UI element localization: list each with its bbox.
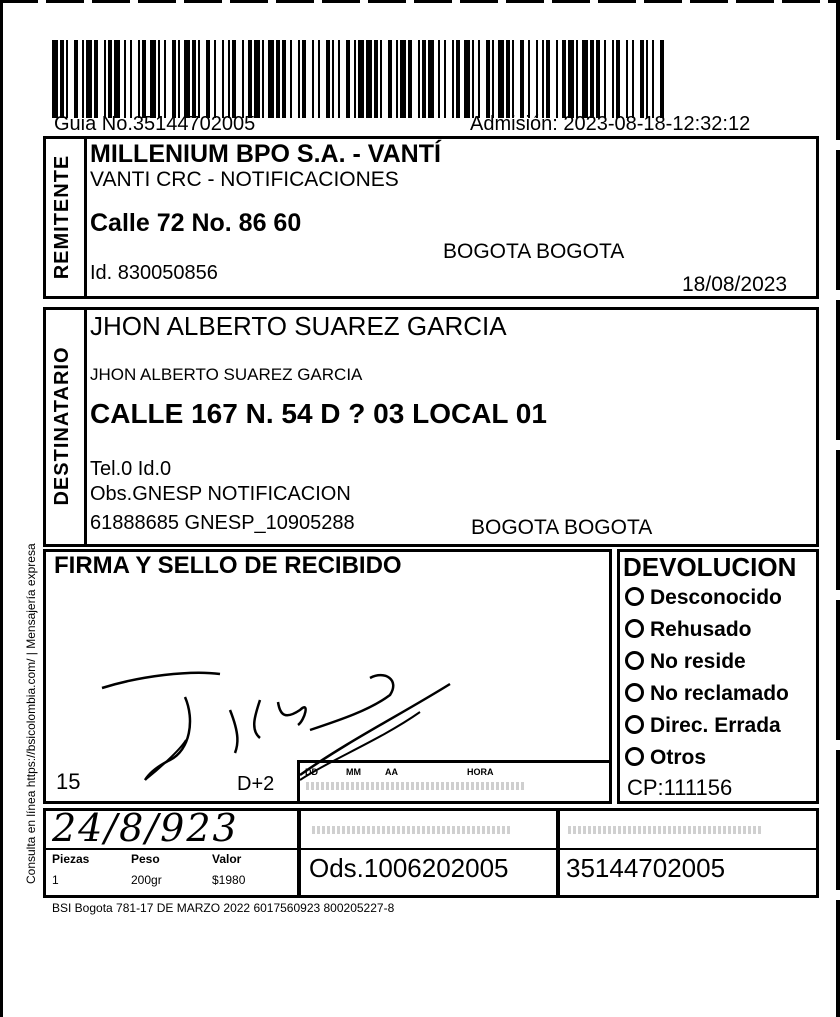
sender-company: MILLENIUM BPO S.A. - VANTÍ bbox=[90, 140, 441, 168]
remitente-label: REMITENTE bbox=[51, 154, 73, 280]
barcode-bar bbox=[138, 40, 140, 118]
radio-icon[interactable] bbox=[625, 651, 644, 670]
barcode-bar bbox=[616, 40, 620, 118]
option-desconocido[interactable]: Desconocido bbox=[625, 586, 782, 610]
barcode-bar bbox=[268, 40, 274, 118]
date-col-hora: HORA bbox=[467, 767, 494, 777]
barcode-bar bbox=[248, 40, 252, 118]
barcode-bar bbox=[568, 40, 574, 118]
piezas-label: Piezas bbox=[52, 852, 90, 866]
option-direc-errada[interactable]: Direc. Errada bbox=[625, 714, 781, 738]
barcode-bar bbox=[228, 40, 230, 118]
radio-icon[interactable] bbox=[625, 683, 644, 702]
firma-number: 15 bbox=[56, 769, 81, 794]
delivery-code: D+2 bbox=[237, 773, 275, 795]
destinatario-label: DESTINATARIO bbox=[51, 346, 73, 506]
sender-department: VANTI CRC - NOTIFICACIONES bbox=[90, 168, 399, 191]
barcode-bar bbox=[380, 40, 382, 118]
barcode-bar bbox=[452, 40, 454, 118]
barcode-bar bbox=[164, 40, 166, 118]
legal-line: BSI Bogota 781-17 DE MARZO 2022 6017560923 800205227-8 bbox=[52, 901, 395, 915]
radio-icon[interactable] bbox=[625, 619, 644, 638]
barcode-bar bbox=[408, 40, 412, 118]
guia-number: Guia No.35144702005 bbox=[54, 113, 256, 135]
barcode-bar bbox=[366, 40, 372, 118]
barcode-bar bbox=[332, 40, 334, 118]
barcode-bar bbox=[396, 40, 398, 118]
recipient-name: JHON ALBERTO SUAREZ GARCIA bbox=[90, 311, 507, 341]
barcode-bar bbox=[312, 40, 314, 118]
guia-number-footer: 35144702005 bbox=[566, 853, 726, 883]
valor-label: Valor bbox=[212, 852, 242, 866]
barcode-bar bbox=[150, 40, 156, 118]
barcode-bar bbox=[358, 40, 364, 118]
barcode-bar bbox=[326, 40, 330, 118]
destinatario-divider bbox=[84, 309, 87, 545]
remitente-divider bbox=[84, 138, 87, 298]
barcode-bar bbox=[472, 40, 474, 118]
barcode-bar bbox=[596, 40, 600, 118]
barcode-bar bbox=[422, 40, 426, 118]
barcode-bar bbox=[556, 40, 558, 118]
barcode-bar bbox=[184, 40, 190, 118]
barcode-bar bbox=[172, 40, 176, 118]
barcode-bar bbox=[158, 40, 160, 118]
barcode-bar bbox=[498, 40, 504, 118]
barcode-bar bbox=[374, 40, 378, 118]
top-edge bbox=[0, 0, 840, 3]
barcode-bar bbox=[486, 40, 490, 118]
barcode-bar bbox=[346, 40, 350, 118]
firma-title: FIRMA Y SELLO DE RECIBIDO bbox=[54, 552, 402, 579]
barcode-bar bbox=[590, 40, 594, 118]
barcode-bar bbox=[262, 40, 264, 118]
barcode-bar bbox=[418, 40, 420, 118]
guia-divider bbox=[559, 848, 817, 850]
postal-code: CP:111156 bbox=[627, 775, 733, 800]
sender-id: Id. 830050856 bbox=[90, 262, 218, 284]
barcode-bar bbox=[582, 40, 588, 118]
barcode-bar bbox=[318, 40, 320, 118]
handwritten-date: 24/8/923 bbox=[52, 806, 239, 850]
radio-icon[interactable] bbox=[625, 715, 644, 734]
date-col-aa: AA bbox=[385, 767, 398, 777]
faint-id-line bbox=[568, 826, 763, 834]
barcode-bar bbox=[354, 40, 356, 118]
barcode-bar bbox=[66, 40, 68, 118]
barcode-bar bbox=[640, 40, 644, 118]
piezas-value: 1 bbox=[52, 873, 59, 887]
date-col-mm: MM bbox=[346, 767, 361, 777]
barcode-bar bbox=[206, 40, 210, 118]
barcode-bar bbox=[626, 40, 628, 118]
barcode-bar bbox=[130, 40, 132, 118]
recipient-address: CALLE 167 N. 54 D ? 03 LOCAL 01 bbox=[90, 398, 547, 429]
barcode-bar bbox=[302, 40, 306, 118]
peso-label: Peso bbox=[131, 852, 160, 866]
barcode-bar bbox=[338, 40, 340, 118]
barcode-bar bbox=[82, 40, 84, 118]
faint-signature-line bbox=[312, 826, 512, 834]
barcode-bar bbox=[428, 40, 434, 118]
barcode-bar bbox=[520, 40, 524, 118]
barcode-bar bbox=[464, 40, 470, 118]
barcode-bar bbox=[114, 40, 120, 118]
right-edge bbox=[836, 0, 840, 1017]
recipient-city: BOGOTA BOGOTA bbox=[471, 516, 653, 539]
barcode-bar bbox=[142, 40, 146, 118]
option-no-reclamado[interactable]: No reclamado bbox=[625, 682, 789, 706]
option-otros[interactable]: Otros bbox=[625, 746, 706, 770]
barcode-bar bbox=[214, 40, 216, 118]
barcode-bar bbox=[222, 40, 224, 118]
barcode-bar bbox=[282, 40, 286, 118]
side-consult-text: Consulta en línea https://bsicolombia.com/ | Mensajería expresa bbox=[24, 543, 38, 884]
barcode-bar bbox=[456, 40, 460, 118]
barcode-bar bbox=[492, 40, 494, 118]
barcode-bar bbox=[388, 40, 392, 118]
barcode-bar bbox=[546, 40, 550, 118]
barcode-bar bbox=[104, 40, 106, 118]
admission-datetime: Admisión: 2023-08-18-12:32:12 bbox=[470, 113, 751, 135]
barcode-bar bbox=[478, 40, 480, 118]
peso-value: 200gr bbox=[131, 873, 162, 887]
barcode-bar bbox=[542, 40, 544, 118]
recipient-ref: 61888685 GNESP_10905288 bbox=[90, 512, 355, 534]
barcode-bar bbox=[108, 40, 112, 118]
barcode-bar bbox=[400, 40, 406, 118]
barcode-bar bbox=[604, 40, 606, 118]
barcode-bar bbox=[438, 40, 440, 118]
option-rehusado[interactable]: Rehusado bbox=[625, 618, 752, 642]
sender-date: 18/08/2023 bbox=[682, 273, 788, 296]
recipient-name-small: JHON ALBERTO SUAREZ GARCIA bbox=[90, 365, 363, 384]
barcode-bar bbox=[632, 40, 634, 118]
devolucion-title: DEVOLUCION bbox=[623, 552, 797, 582]
option-no-reside[interactable]: No reside bbox=[625, 650, 746, 674]
barcode-bar bbox=[232, 40, 236, 118]
valor-value: $1980 bbox=[212, 873, 246, 887]
barcode-bar bbox=[94, 40, 98, 118]
ods-divider bbox=[300, 848, 557, 850]
barcode-bar bbox=[660, 40, 664, 118]
barcode-bar bbox=[562, 40, 566, 118]
barcode-bar bbox=[86, 40, 92, 118]
left-edge bbox=[0, 0, 3, 1017]
barcode-bar bbox=[576, 40, 578, 118]
barcode-bar bbox=[124, 40, 126, 118]
barcode-bar bbox=[192, 40, 196, 118]
ods-number: Ods.1006202005 bbox=[309, 853, 509, 883]
signature bbox=[100, 640, 460, 800]
barcode-bar bbox=[512, 40, 514, 118]
sender-address: Calle 72 No. 86 60 bbox=[90, 209, 302, 237]
date-col-dd: DD bbox=[305, 767, 318, 777]
radio-icon[interactable] bbox=[625, 747, 644, 766]
barcode-bar bbox=[298, 40, 300, 118]
barcode bbox=[52, 40, 664, 118]
barcode-bar bbox=[198, 40, 200, 118]
barcode-bar bbox=[612, 40, 614, 118]
barcode-bar bbox=[242, 40, 244, 118]
recipient-obs: Obs.GNESP NOTIFICACION bbox=[90, 483, 351, 505]
barcode-bar bbox=[74, 40, 78, 118]
barcode-bar bbox=[528, 40, 530, 118]
barcode-bar bbox=[646, 40, 648, 118]
barcode-bar bbox=[178, 40, 180, 118]
barcode-bar bbox=[276, 40, 280, 118]
barcode-bar bbox=[444, 40, 446, 118]
sender-city: BOGOTA BOGOTA bbox=[443, 240, 625, 263]
barcode-bar bbox=[652, 40, 654, 118]
barcode-bar bbox=[290, 40, 292, 118]
recipient-tel: Tel.0 Id.0 bbox=[90, 458, 172, 480]
barcode-bar bbox=[536, 40, 538, 118]
barcode-bar bbox=[52, 40, 58, 118]
barcode-bar bbox=[506, 40, 510, 118]
barcode-bar bbox=[254, 40, 260, 118]
barcode-bar bbox=[60, 40, 64, 118]
radio-icon[interactable] bbox=[625, 587, 644, 606]
